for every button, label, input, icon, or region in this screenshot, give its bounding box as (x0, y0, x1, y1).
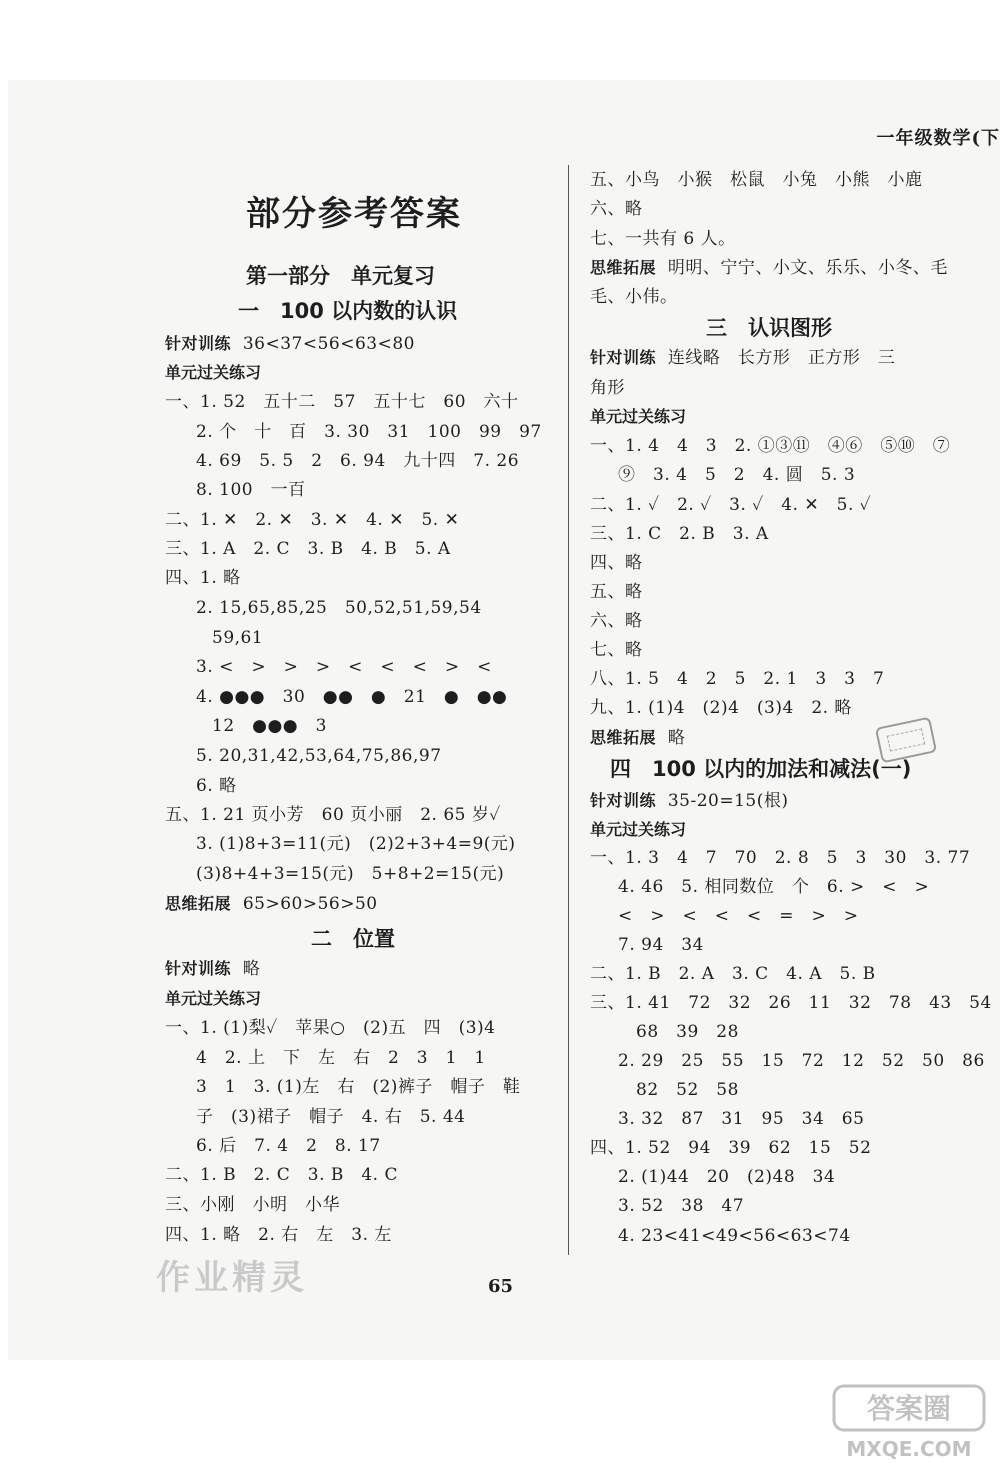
answer-line: 4. 46 5. 相同数位 个 6. > < > (618, 877, 930, 897)
answer-line: 3. (1)8+3=11(元) (2)2+3+4=9(元) (196, 834, 516, 854)
section-label: 针对训练 (590, 791, 657, 810)
answer-line: 4. 69 5. 5 2 6. 94 九十四 7. 26 (196, 451, 520, 471)
answer-line (590, 790, 788, 812)
answer-line: 六、略 (590, 611, 643, 631)
page-number: 65 (488, 1276, 514, 1297)
answer-line: 五、1. 21 页小芳 60 页小丽 2. 65 岁✓ (165, 805, 501, 825)
answer-line: 一、1. 3 4 7 70 2. 8 5 3 30 3. 77 (590, 848, 971, 868)
answer-line: 3 1 3. (1)左 右 (2)裤子 帽子 鞋 (196, 1077, 521, 1097)
answer-line: 三、小刚 小明 小华 (165, 1195, 340, 1215)
answer-line (165, 893, 378, 915)
watermark-url: MXQE.COM (846, 1437, 972, 1461)
answer-text: 明明、宁宁、小文、乐乐、小冬、毛 (667, 258, 948, 278)
answer-text: 略 (667, 728, 686, 748)
answer-line: 5. 20,31,42,53,64,75,86,97 (196, 746, 442, 766)
unit-heading-3: 三 认识图形 (706, 316, 832, 340)
column-divider (568, 165, 569, 1255)
answer-text: 36<37<56<63<80 (242, 334, 415, 354)
answer-text: 65>60>56>50 (242, 894, 378, 914)
answer-line: 3. 52 38 47 (618, 1196, 745, 1216)
section-label: 针对训练 (590, 348, 657, 367)
unit-heading-2: 二 位置 (311, 927, 395, 951)
answer-line: 3. < > > > < < < > < (196, 657, 492, 677)
answer-line: 2. 个 十 百 3. 30 31 100 99 97 (196, 422, 542, 442)
answer-line: 2. 29 25 55 15 72 12 52 50 86 (618, 1051, 985, 1071)
answer-line: 七、略 (590, 640, 643, 660)
answer-line: 59,61 (212, 628, 264, 648)
answer-line: 12 ●●● 3 (212, 716, 327, 736)
answer-line: ⑨ 3. 4 5 2 4. 圆 5. 3 (618, 465, 856, 485)
answer-line: 三、1. C 2. B 3. A (590, 524, 769, 544)
section-heading: 单元过关练习 (590, 820, 687, 839)
answer-line: 4 2. 上 下 左 右 2 3 1 1 (196, 1048, 486, 1068)
answer-line: 四、略 (590, 553, 643, 573)
answer-line: 角形 (590, 378, 625, 398)
unit-heading-4: 四 100 以内的加法和减法(一) (610, 757, 912, 781)
answer-line: 二、1. B 2. C 3. B 4. C (165, 1165, 398, 1185)
section-heading: 单元过关练习 (165, 989, 262, 1008)
answer-line: 4. ●●● 30 ●● ● 21 ● ●● (196, 687, 508, 707)
section-label: 思维拓展 (590, 728, 657, 747)
answer-line: 四、1. 52 94 39 62 15 52 (590, 1138, 872, 1158)
answer-line: 六、略 (590, 199, 643, 219)
answer-line: 三、1. A 2. C 3. B 4. B 5. A (165, 539, 451, 559)
answer-line: 68 39 28 (636, 1022, 739, 1042)
answer-line: 一、1. 52 五十二 57 五十七 60 六十 (165, 392, 519, 412)
answer-line: 8. 100 一百 (196, 480, 306, 500)
answer-line: 一、1. (1)梨✓ 苹果○ (2)五 四 (3)4 (165, 1018, 496, 1038)
answer-line: 二、1. B 2. A 3. C 4. A 5. B (590, 964, 876, 984)
watermark-logo-text: 答案圈 (866, 1392, 952, 1425)
answer-line: 2. 15,65,85,25 50,52,51,59,54 (196, 598, 482, 618)
answer-line: 七、一共有 6 人。 (590, 229, 736, 249)
answer-line: 四、1. 略 (165, 568, 241, 588)
answer-line: 82 52 58 (636, 1080, 739, 1100)
answer-line (165, 333, 415, 355)
section-heading: 单元过关练习 (590, 407, 687, 426)
answer-line (590, 347, 895, 369)
answer-line: 7. 94 34 (618, 935, 704, 955)
page-title: 部分参考答案 (246, 194, 462, 234)
answer-text: 35-20=15(根) (667, 791, 789, 811)
answer-line: 八、1. 5 4 2 5 2. 1 3 3 7 (590, 669, 885, 689)
section-heading: 单元过关练习 (165, 363, 262, 382)
smudge-text: 作业精灵 (156, 1258, 308, 1298)
answer-line: 毛、小伟。 (590, 287, 678, 307)
section-label: 针对训练 (165, 959, 232, 978)
answer-line (590, 727, 685, 749)
answer-line: 6. 后 7. 4 2 8. 17 (196, 1136, 381, 1156)
unit-heading-1: 一 100 以内数的认识 (238, 299, 458, 323)
section-label: 思维拓展 (165, 894, 232, 913)
answer-line: 4. 23<41<49<56<63<74 (618, 1226, 851, 1246)
answer-line: < > < < < = > > (618, 906, 859, 926)
section-label: 思维拓展 (590, 258, 657, 277)
answer-line: 6. 略 (196, 776, 237, 796)
answer-line: 二、1. ✓ 2. ✓ 3. ✓ 4. ✕ 5. ✓ (590, 495, 872, 515)
answer-line: 五、小鸟 小猴 松鼠 小兔 小熊 小鹿 (590, 170, 923, 190)
answer-line: 3. 32 87 31 95 34 65 (618, 1109, 865, 1129)
answer-text: 略 (242, 959, 261, 979)
answer-line: 子 (3)裙子 帽子 4. 右 5. 44 (196, 1107, 466, 1127)
answer-line: 五、略 (590, 582, 643, 602)
answer-line: 一、1. 4 4 3 2. ①③⑪ ④⑥ ⑤⑩ ⑦ (590, 436, 951, 456)
running-head: 一年级数学(下 (876, 128, 1000, 149)
watermark-logo (826, 1380, 992, 1464)
answer-line (165, 958, 260, 980)
answer-line: (3)8+4+3=15(元) 5+8+2=15(元) (196, 864, 505, 884)
answer-line: 二、1. ✕ 2. ✕ 3. ✕ 4. ✕ 5. ✕ (165, 510, 460, 530)
answer-line: 2. (1)44 20 (2)48 34 (618, 1167, 836, 1187)
answer-text: 连线略 长方形 正方形 三 (667, 348, 896, 368)
section-label: 针对训练 (165, 334, 232, 353)
answer-line: 三、1. 41 72 32 26 11 32 78 43 54 (590, 993, 992, 1013)
answer-line (590, 257, 948, 279)
part-title: 第一部分 单元复习 (246, 264, 435, 288)
answer-line: 九、1. (1)4 (2)4 (3)4 2. 略 (590, 698, 852, 718)
answer-line: 四、1. 略 2. 右 左 3. 左 (165, 1225, 392, 1245)
